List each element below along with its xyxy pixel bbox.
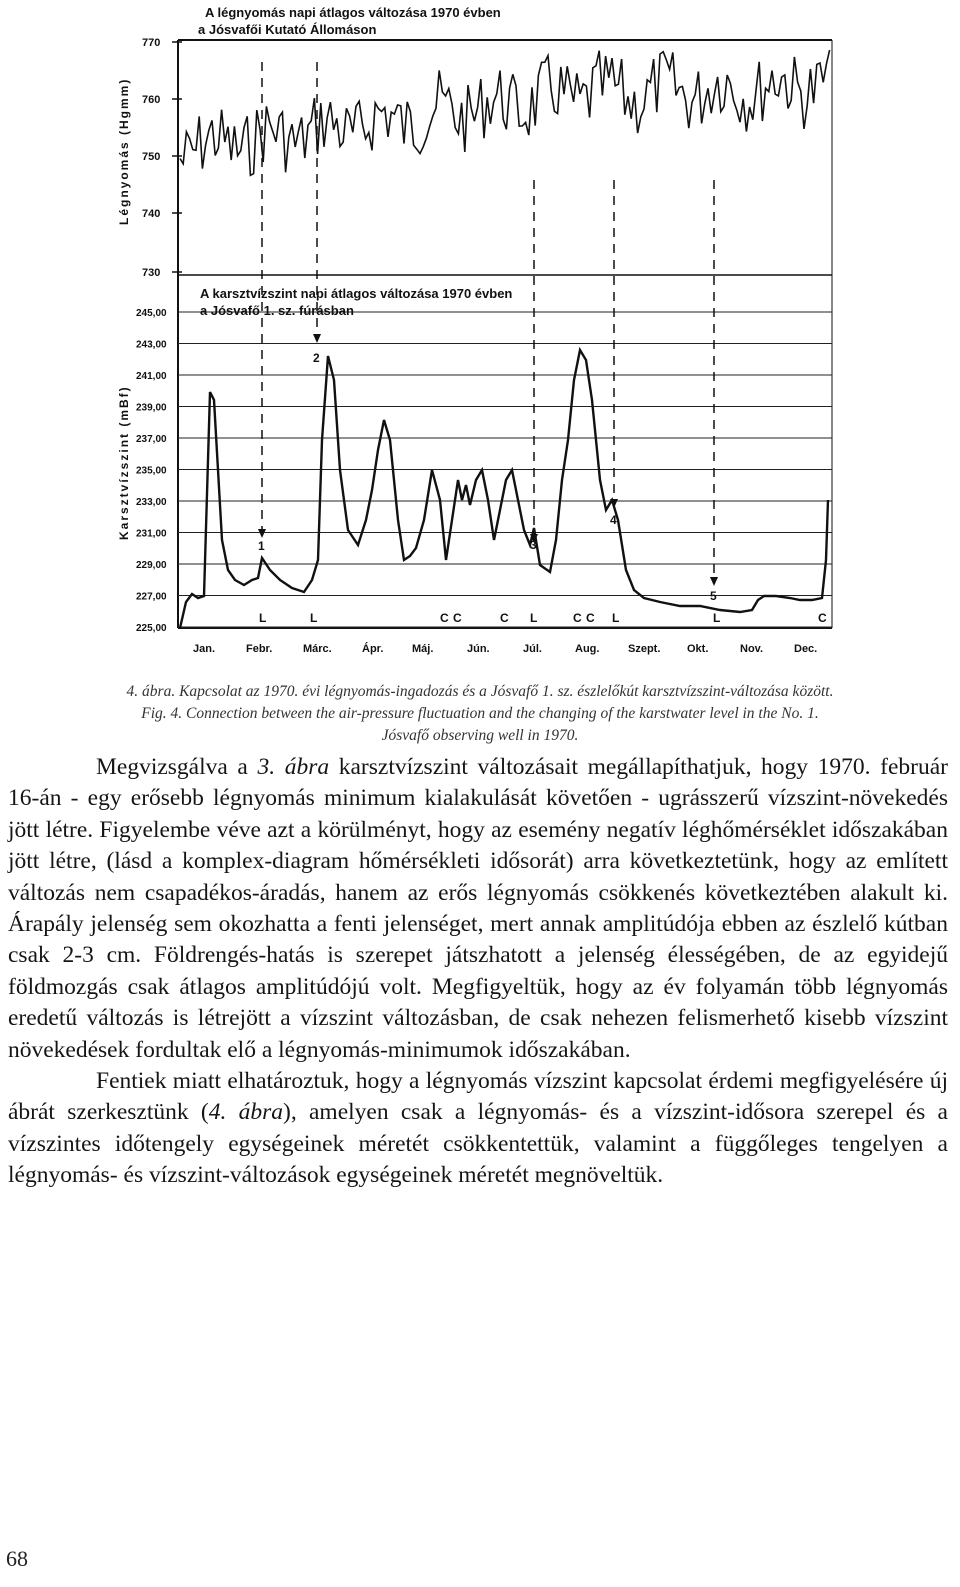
level-tick-label: 239,00 xyxy=(136,402,167,414)
event-marker-number: 1 xyxy=(258,539,265,553)
level-tick-label: 235,00 xyxy=(136,465,167,477)
pressure-title-line1: A légnyomás napi átlagos változása 1970 évben xyxy=(205,5,501,20)
level-title-line2: a Jósvafő 1. sz. fúrásban xyxy=(200,303,354,318)
bottom-letter-label: C xyxy=(573,611,582,625)
bottom-letter-label: C xyxy=(818,611,827,625)
bottom-letter-label: L xyxy=(310,611,318,625)
month-label: Dec. xyxy=(794,643,818,655)
bottom-letter-label: C xyxy=(500,611,509,625)
event-marker-number: 4 xyxy=(610,513,617,527)
month-label: Jan. xyxy=(193,643,216,655)
paragraph-2: Fentiek miatt elhatároztuk, hogy a légnyomás vízszint kapcsolat érdemi megfigyelésére új ábrát szerkesztünk (4. ábra), amelyen csak a légnyomás- és a vízszint-idősora szerepel és a vízszintes időtengely egységeinek méretét csökkentettük, valamint a függőleges tengelyen a légnyomás- és vízszint-változások egységeinek méretét megnöveltük. xyxy=(8,1068,948,1189)
month-label: Máj. xyxy=(412,643,434,655)
event-arrow-head xyxy=(313,334,321,343)
pressure-series-line xyxy=(180,50,830,175)
bottom-letter-labels xyxy=(259,611,827,625)
level-axis-label: Karsztvízszint (mBf) xyxy=(117,385,131,540)
level-tick-label: 231,00 xyxy=(136,528,167,540)
bottom-letter-label: L xyxy=(259,611,267,625)
level-tick-labels xyxy=(136,308,167,634)
month-label: Febr. xyxy=(246,643,273,655)
pressure-title-line2: a Jósvafői Kutató Állomáson xyxy=(198,22,377,37)
bottom-letter-label: L xyxy=(713,611,721,625)
bottom-letter-label: C xyxy=(453,611,462,625)
event-arrow-head xyxy=(258,529,266,538)
bottom-letter-label: C xyxy=(586,611,595,625)
chart-frame xyxy=(178,40,832,628)
figure-reference-4: 4. ábra xyxy=(208,1099,284,1126)
pressure-tick-label: 730 xyxy=(142,267,161,279)
pressure-tick-label: 770 xyxy=(142,37,161,49)
figure-caption-en-line2: Jósvafő observing well in 1970. xyxy=(381,727,579,744)
pressure-tick-label: 750 xyxy=(142,151,161,163)
pressure-axis-label: Légnyomás (Hgmm) xyxy=(117,77,131,225)
event-marker-number: 2 xyxy=(313,351,320,365)
level-tick-label: 243,00 xyxy=(136,339,167,351)
pressure-tick-label: 760 xyxy=(142,94,161,106)
event-marker-number: 3 xyxy=(530,538,537,552)
level-title-line1: A karsztvízszint napi átlagos változása 1970 évben xyxy=(200,286,513,301)
bottom-letter-label: L xyxy=(612,611,620,625)
page-number: 68 xyxy=(6,1546,28,1571)
level-tick-label: 241,00 xyxy=(136,371,167,382)
month-label: Aug. xyxy=(575,643,600,655)
month-label: Júl. xyxy=(523,643,542,655)
month-label: Márc. xyxy=(303,643,332,655)
month-label: Nov. xyxy=(740,643,764,655)
figure-chart xyxy=(0,0,960,670)
figure-caption-hu: 4. ábra. Kapcsolat az 1970. évi légnyomás-ingadozás és a Jósvafő 1. sz. észlelőkút karsztvízszint-változása között. xyxy=(126,683,834,700)
month-label: Jún. xyxy=(467,643,490,655)
month-label: Ápr. xyxy=(362,643,384,655)
level-gridlines xyxy=(178,312,832,627)
level-tick-label: 245,00 xyxy=(136,308,167,319)
month-label: Okt. xyxy=(687,643,709,655)
pressure-tick-labels xyxy=(142,37,182,279)
figure-caption-en-line1: Fig. 4. Connection between the air-pressure fluctuation and the changing of the karstwater level in the No. 1. xyxy=(141,705,819,722)
month-label: Szept. xyxy=(628,643,661,655)
event-marker-number: 5 xyxy=(710,589,717,603)
event-arrow-head xyxy=(710,577,718,586)
paragraph-1: Megvizsgálva a 3. ábra karsztvízszint változásait megállapíthatjuk, hogy 1970. február 16-án - egy erősebb légnyomás minimum kialakulását követően - ugrásszerű vízszint-növekedés jött létre. Figyelembe véve azt a körülményt, hogy az esemény negatív léghőmérséklet időszakában jött létre, (lásd a komplex-diagram hőmérsékleti idősorát) arra következtetünk, hogy az említett változás nem csapadékos-áradás, hanem az erős légnyomás csökkenés következtében alakult ki. Árapály jelenség sem okozhatta a fenti jelenséget, mert annak amplitúdója ebben az észlelő kútban csak 2-3 cm. Földrengés-hatás is szerepet játszhatott a jelenség élességében, de az egyidejű földmozgás csak átlagos amplitúdójú volt. Megfigyeltük, hogy az év folyamán több légnyomás eredetű változás is létrejött a vízszint változásban, de csak nehezen felismerhető kisebb vízszint növekedések fordultak elő a légnyomás-minimumok időszakában. xyxy=(8,754,948,1063)
month-labels xyxy=(193,642,817,655)
pressure-tick-label: 740 xyxy=(142,208,161,220)
figure-reference-3: 3. ábra xyxy=(257,754,330,780)
bottom-letter-label: C xyxy=(440,611,449,625)
level-tick-label: 225,00 xyxy=(136,623,167,634)
level-tick-label: 227,00 xyxy=(136,591,167,603)
body-text xyxy=(8,752,948,1192)
level-series-line xyxy=(180,350,828,628)
level-tick-label: 229,00 xyxy=(136,560,167,571)
level-tick-label: 237,00 xyxy=(136,434,167,445)
level-tick-label: 233,00 xyxy=(136,497,167,508)
bottom-letter-label: L xyxy=(530,611,538,625)
